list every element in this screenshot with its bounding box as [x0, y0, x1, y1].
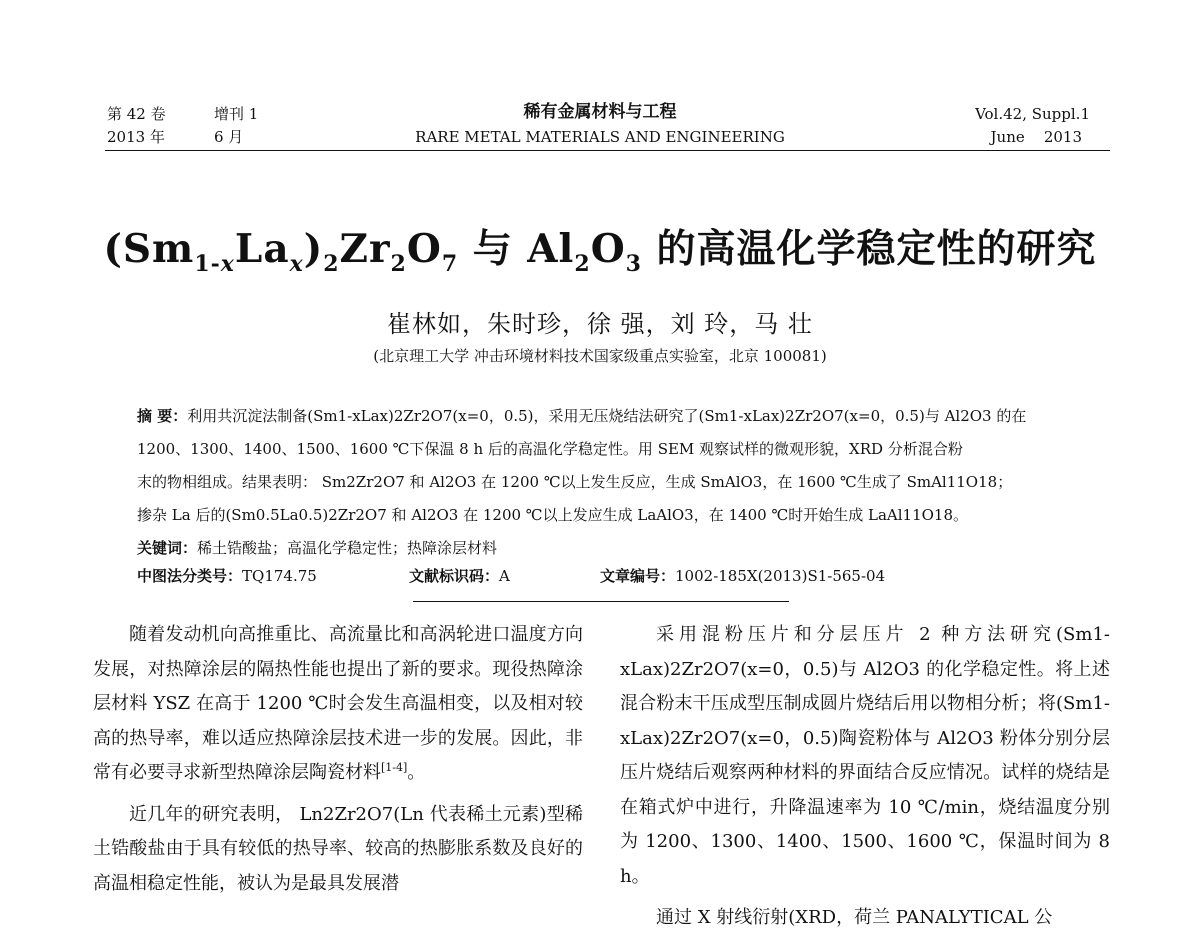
body-paragraph: 采用混粉压片和分层压片 2 种方法研究(Sm1-xLax)2Zr2O7(x=0，0.5)与 Al2O3 的化学稳定性。将上述混合粉末干压成型压制成圆片烧结后用以物相分析；将(Sm1-xLax)2Zr2O7(x=0，0.5)陶瓷粉体与 Al2O3 粉体分别分层压片烧结后观察两种材料的界面结合反应情况。试样的烧结是在箱式炉中进行，升降温速率为 10 ℃/min，烧结温度分别为 1200、1300、1400、1500、1600 ℃，保温时间为 8 h。 [620, 624, 1110, 887]
body-text: 随着发动机向高推重比、高流量比和高涡轮进口温度方向发展，对热障涂层的隔热性能也提出了新的要求。现役热障涂层材料 YSZ 在高于 1200 ℃时会发生高温相变，以及相对较高的热导率，难以适应热障涂层技术进一步的发展。因此，非常有必要寻求新型热障涂层陶瓷材料 [93, 624, 583, 783]
doc-code-value: A [499, 567, 510, 585]
abstract-label: 摘 要： [137, 407, 188, 425]
volume-en: Vol.42, Suppl.1 [975, 105, 1090, 123]
abstract-line: 利用共沉淀法制备(Sm1-xLax)2Zr2O7(x=0，0.5)，采用无压烧结法研究了(Sm1-xLax)2Zr2O7(x=0，0.5)与 Al2O3 的在 [187, 407, 1027, 425]
abstract-line: 末的物相组成。结果表明： Sm2Zr2O7 和 Al2O3 在 1200 ℃以上发生反应，生成 SmAlO3，在 1600 ℃生成了 SmAl11O18； [137, 473, 1013, 491]
citation-ref: [1-4] [381, 761, 408, 774]
keywords-text: 稀土锆酸盐；高温化学稳定性；热障涂层材料 [197, 539, 498, 557]
abstract-line: 1200、1300、1400、1500、1600 ℃下保温 8 h 后的高温化学稳定性。用 SEM 观察试样的微观形貌，XRD 分析混合粉 [137, 440, 963, 458]
author-list: 崔林如，朱时珍，徐 强，刘 玲，马 壮 [387, 310, 813, 338]
clc-label: 中图法分类号： [137, 567, 243, 585]
body-paragraph: 随着发动机向高推重比、高流量比和高涡轮进口温度方向发展，对热障涂层的隔热性能也提出了新的要求。现役热障涂层材料 YSZ 在高于 1200 ℃时会发生高温相变，以及相对较高的热导率，难以适应热障涂层技术进一步的发展。因此，非常有必要寻求新型热障涂层陶瓷材料[1-4]。 [93, 624, 583, 783]
affiliation: (北京理工大学 冲击环境材料技术国家级重点实验室，北京 100081) [373, 347, 827, 365]
clc-value: TQ174.75 [242, 567, 317, 585]
article-number-label: 文章编号： [600, 567, 676, 585]
doc-code-label: 文献标识码： [409, 567, 500, 585]
paper-title: $(Sm_{1-x}La_x)_2Zr_2O_7$ 与 $Al_2O_3$ 的高温化学稳定性的研究 [103, 226, 1097, 277]
article-number-value: 1002-185X(2013)S1-565-04 [675, 567, 886, 585]
journal-title-en: RARE METAL MATERIALS AND ENGINEERING [415, 128, 785, 146]
body-column-left [93, 618, 583, 908]
body-column-right [620, 618, 1110, 943]
abstract [137, 400, 1087, 565]
section-rule [413, 601, 789, 602]
abstract-line: 掺杂 La 后的(Sm0.5La0.5)2Zr2O7 和 Al2O3 在 1200 ℃以上发应生成 LaAlO3，在 1400 ℃时开始生成 LaAl11O18。 [137, 506, 968, 524]
month-cn: 6 月 [214, 128, 244, 146]
supplement-cn: 增刊 1 [214, 105, 259, 123]
year-cn: 2013 年 [107, 128, 165, 146]
keywords-label: 关键词： [137, 539, 198, 557]
date-en: June 2013 [990, 128, 1082, 146]
body-paragraph: 通过 X 射线衍射(XRD，荷兰 PANALYTICAL 公 [656, 907, 1053, 928]
volume-cn: 第 42 卷 [107, 105, 166, 123]
body-paragraph: 近几年的研究表明， Ln2Zr2O7(Ln 代表稀土元素)型稀土锆酸盐由于具有较低的热导率、较高的热膨胀系数及良好的高温相稳定性能，被认为是最具发展潜 [93, 803, 583, 894]
header-rule [105, 150, 1110, 151]
journal-title-cn: 稀有金属材料与工程 [523, 102, 677, 122]
